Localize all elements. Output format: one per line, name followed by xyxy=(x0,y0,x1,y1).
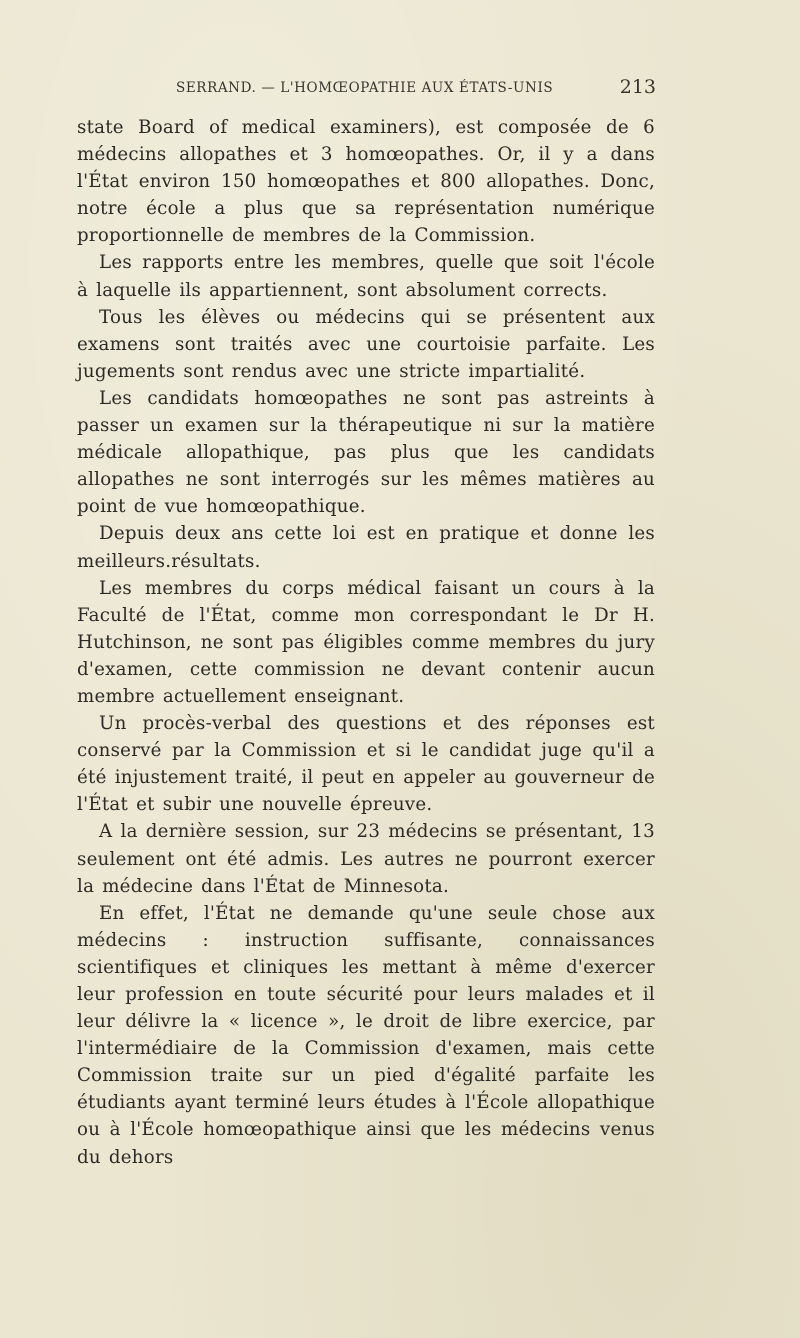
running-title: SERRAND. — L'HOMŒOPATHIE AUX ÉTATS-UNIS xyxy=(176,80,554,96)
paragraph: Les candidats homœopathes ne sont pas astreints à passer un examen sur la thérapeutique ni sur la matière médicale allopathique, pas plus que les candidats allopathes ne sont interrogés sur les mêmes matières au point de vue homœopathique. xyxy=(77,387,655,518)
paragraph: state Board of medical examiners), est composée de 6 médecins allopathes et 3 homœopathes. Or, il y a dans l'État environ 150 homœopathes et 800 allopathes. Donc, notre école a plus que sa représentation numérique proportionnelle de membres de la Commission. xyxy=(77,117,655,247)
paragraph: Les rapports entre les membres, quelle que soit l'école à laquelle ils appartiennent, sont absolument corrects. xyxy=(77,252,655,301)
paragraph: Les membres du corps médical faisant un cours à la Faculté de l'État, comme mon correspondant le Dr H. Hutchinson, ne sont pas éligibles comme membres du jury d'examen, cette commission ne devant contenir aucun membre actuellement enseignant. xyxy=(77,577,655,707)
paragraph: Un procès-verbal des questions et des réponses est conservé par la Commission et si le candidat juge qu'il a été injustement traité, il peut en appeler au gouverneur de l'État et subir une nouvelle épreuve. xyxy=(77,713,655,816)
page-number: 213 xyxy=(619,76,656,98)
body-text xyxy=(77,114,655,1171)
paragraph: En effet, l'État ne demande qu'une seule chose aux médecins : instruction suffisante, connaissances scientifiques et cliniques les mettant à même d'exercer leur profession en toute sécurité pour leurs malades et il leur délivre la « licence », le droit de libre exercice, par l'intermédiaire de la Commission d'examen, mais cette Commission traite sur un pied d'égalité parfaite les étudiants ayant terminé leurs études à l'École allopathique ou à l'École homœopathique ainsi que les médecins venus du dehors xyxy=(77,902,655,1168)
paragraph: Depuis deux ans cette loi est en pratique et donne les meilleurs.résultats. xyxy=(77,523,655,572)
paragraph: Tous les élèves ou médecins qui se présentent aux examens sont traités avec une courtoisie parfaite. Les jugements sont rendus avec une stricte impartialité. xyxy=(77,306,655,382)
running-header xyxy=(176,76,656,102)
paragraph: A la dernière session, sur 23 médecins se présentant, 13 seulement ont été admis. Les autres ne pourront exercer la médecine dans l'État de Minnesota. xyxy=(77,821,655,897)
